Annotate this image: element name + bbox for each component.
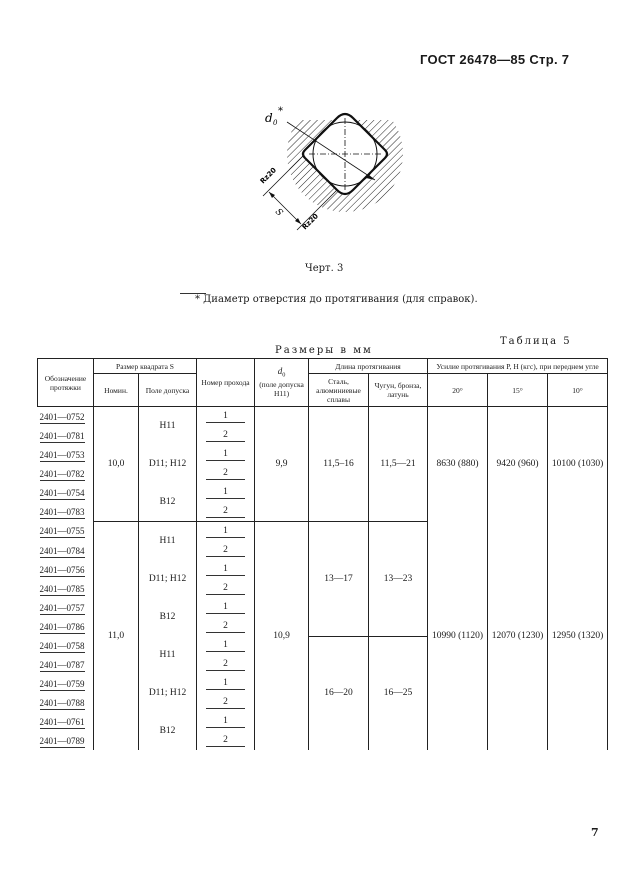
header-broaching-force: Усилие протягивания P, Н (кгс), при переднем угле <box>428 359 608 374</box>
label-d0: d <box>265 111 273 125</box>
table-row: 2401—0754 B12 1 <box>38 483 608 502</box>
header-tolerance: Поле допуска <box>139 374 197 407</box>
header-angle-10: 10° <box>548 374 608 407</box>
header-angle-20: 20° <box>428 374 488 407</box>
nominal-size: 11,0 <box>94 522 139 751</box>
svg-text:*: * <box>278 106 283 117</box>
table-row: 2401—0784 2 <box>38 541 608 560</box>
header-square-size: Размер квадрата S <box>94 359 197 374</box>
header-pass-number: Номер прохода <box>197 359 255 407</box>
table-row: 2401—0755 11,0 H11 1 10,9 13—17 13—23 10990 (1120) 12070 (1230) 12950 (1320) <box>38 522 608 542</box>
figure-caption: Черт. 3 <box>305 263 344 274</box>
header-d0: $d_0$ (поле допуска H11) <box>255 359 309 407</box>
table-title: Размеры в мм <box>275 345 373 356</box>
page-header: ГОСТ 26478—85 Стр. 7 <box>420 52 570 67</box>
table-row: 2401—0758 H11 1 16—20 16—25 <box>38 636 608 655</box>
roughness-label-bottom: Rz20 <box>300 212 321 232</box>
page-number: 7 <box>591 826 599 839</box>
svg-text:0: 0 <box>273 119 278 127</box>
table-row: 2401—0785 2 <box>38 579 608 598</box>
header-cast-iron: Чугун, бронза, латунь <box>369 374 428 407</box>
table-row: 2401—0783 2 <box>38 502 608 522</box>
broach-dimensions-table <box>37 358 608 750</box>
table-row: 2401—0782 2 <box>38 464 608 483</box>
header-steel: Сталь, алюминиевые сплавы <box>309 374 369 407</box>
header-angle-15: 15° <box>488 374 548 407</box>
table-row: 2401—0789 2 <box>38 731 608 750</box>
table-row: 2401—0759 D11; H12 1 <box>38 674 608 693</box>
label-s: S <box>272 207 285 219</box>
roughness-label-left: Rz20 <box>258 166 279 186</box>
table-row: 2401—0781 2 <box>38 426 608 445</box>
table-row: 2401—0761 B12 1 <box>38 712 608 731</box>
table-row: 2401—0788 2 <box>38 693 608 712</box>
table-row: 2401—0756 D11; H12 1 <box>38 560 608 579</box>
dimension-line-s <box>269 192 301 224</box>
table-row: 2401—0786 2 <box>38 617 608 636</box>
table-row: 2401—0752 10,0 H11 1 9,9 11,5–16 11,5—21 8630 (880) 9420 (960) 10100 (1030) <box>38 407 608 427</box>
table-row: 2401—0757 B12 1 <box>38 598 608 617</box>
header-designation: Обозначение протяжки <box>38 359 94 407</box>
table-row: 2401—0787 2 <box>38 655 608 674</box>
table-number: Таблица 5 <box>500 336 572 347</box>
footnote: * Диаметр отверстия до протягивания (для справок). <box>195 294 478 305</box>
header-nominal: Номин. <box>94 374 139 407</box>
table-row: 2401—0753 D11; H12 1 <box>38 445 608 464</box>
nominal-size: 10,0 <box>94 407 139 522</box>
hole-cross-section-drawing <box>225 92 425 242</box>
header-broaching-length: Длина протягивания <box>309 359 428 374</box>
